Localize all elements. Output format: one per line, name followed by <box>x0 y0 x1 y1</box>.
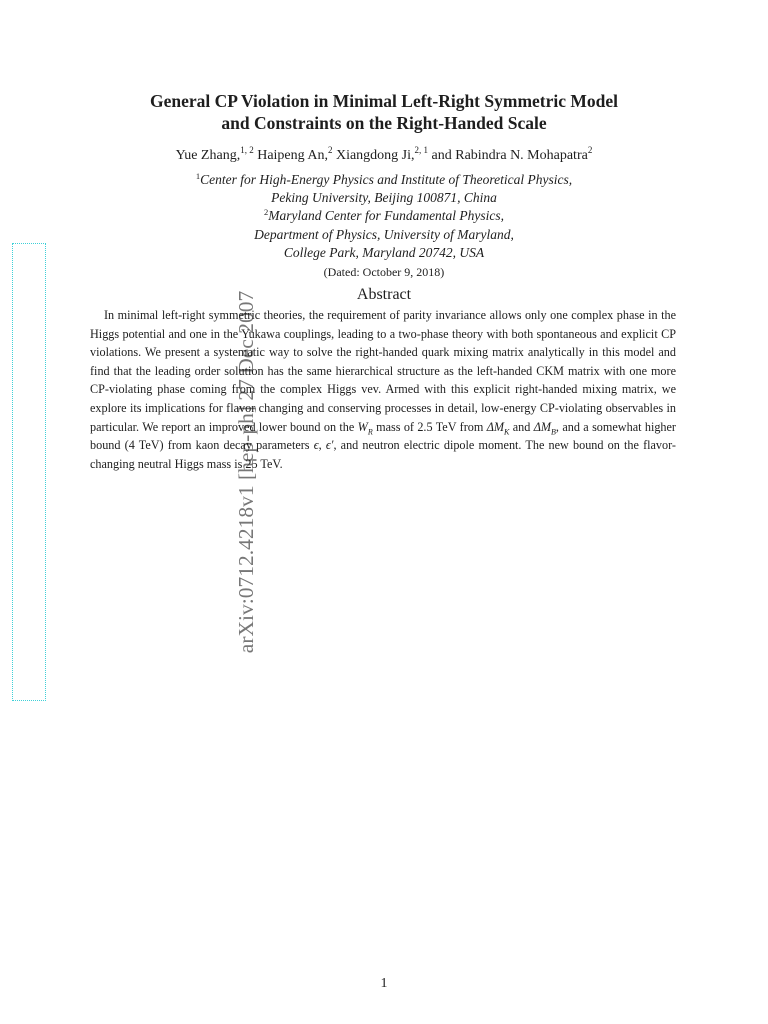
affiliation-1-line-1: $^1$Center for High-Energy Physics and Institute of Theoretical Physics, <box>195 171 573 187</box>
author-name: Haipeng An, <box>257 148 328 163</box>
math-delta-mk: ΔM <box>486 419 505 434</box>
math-delta-mb: ΔM <box>533 419 552 434</box>
author-affiliation-mark: 1, 2 <box>240 145 254 155</box>
abstract-text: In minimal left-right symmetric theories, the requirement of parity invariance allows only one complex phase in the Higgs potential and one in the Yukawa couplings, leading to a two-phase theory with both spontaneous and explicit CP violations. We present a systematic way to solve the right-handed quark mixing matrix analytically in this model and find that the leading order solution has the same hierarchical structure as the left-handed CKM matrix with one more CP-violating phase coming from the complex Higgs vev. Armed with this explicit right-handed mixing matrix, we explore its implications for flavor changing and conserving processes in detail, low-energy CP-violating observables in particular. We report an improved lower bound on the $W_R$ mass of 2.5 TeV from $\Delta M_K$ and $\Delta M_B$, and a somewhat higher bound (4 TeV) from kaon decay parameters ϵ, ϵ′, and neutron electric dipole moment. The new bound on the flavor-changing neutral Higgs mass is 25 TeV. <box>90 308 676 471</box>
affiliation-2-line-3: College Park, Maryland 20742, USA <box>283 244 485 260</box>
author-name: and Rabindra N. Mohapatra <box>431 148 588 163</box>
author-name: Yue Zhang, <box>175 148 241 163</box>
title-line-1: General CP Violation in Minimal Left-Right Symmetric Model <box>149 91 619 111</box>
math-w: W <box>357 419 368 434</box>
affiliation-1-line-2: Peking University, Beijing 100871, China <box>271 190 497 206</box>
math-epsilon: ϵ <box>313 438 319 453</box>
page-number: 1 <box>380 976 388 991</box>
affiliations <box>60 171 708 262</box>
affiliation-2-line-1: $^2$Maryland Center for Fundamental Physics, <box>263 207 505 224</box>
author-affiliation-mark: 2 <box>327 145 333 155</box>
arxiv-identifier[interactable]: arXiv:0712.4218v1 [hep-ph] 27 Dec 2007 <box>234 290 258 654</box>
date-line: (Dated: October 9, 2018) <box>323 265 445 279</box>
title-line-2: and Constraints on the Right-Handed Scale <box>221 113 547 133</box>
affiliation-2-line-2: Department of Physics, University of Maryland, <box>254 226 514 242</box>
author-name: Xiangdong Ji, <box>335 148 415 163</box>
abstract-heading: Abstract <box>356 286 412 303</box>
author-list <box>60 147 708 165</box>
arxiv-stamp-border <box>12 243 46 701</box>
paper-title <box>60 90 708 134</box>
affiliation-2-mark: 2 <box>263 207 269 218</box>
author-affiliation-mark: 2 <box>587 145 593 155</box>
math-epsilon-prime: ϵ′ <box>325 438 334 453</box>
affiliation-1-mark: 1 <box>195 171 201 181</box>
author-affiliation-mark: 2, 1 <box>414 145 429 155</box>
